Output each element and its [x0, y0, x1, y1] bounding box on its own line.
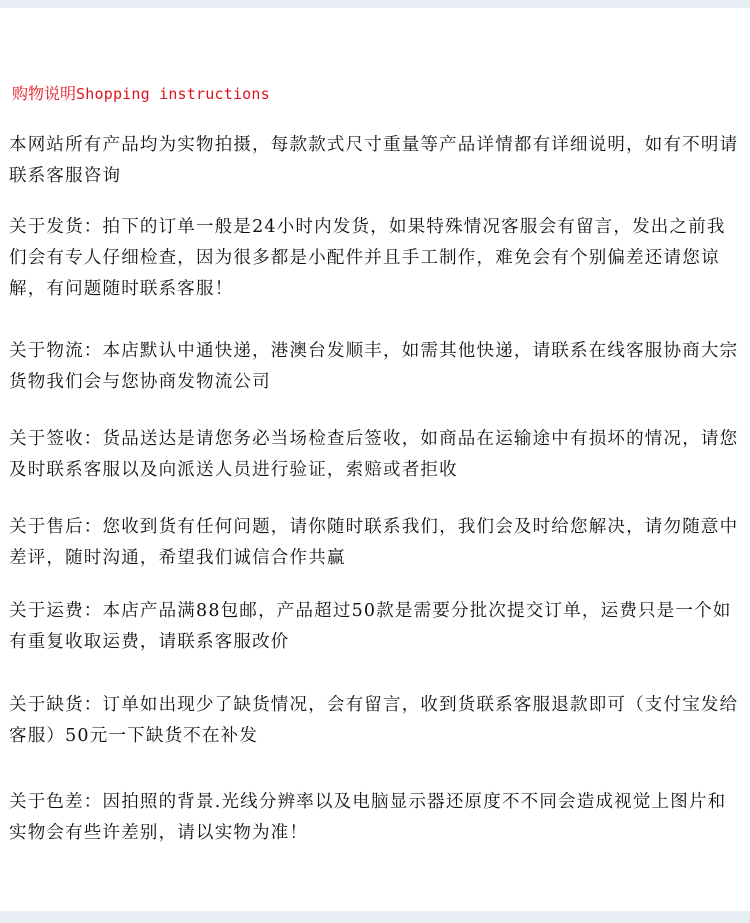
section-text: 货品送达是请您务必当场检查后签收，如商品在运输途中有损坏的情况，请您及时联系客服以及向派送人员进行验证，索赔或者拒收: [9, 429, 739, 480]
section-label: 关于发货：: [9, 217, 103, 237]
section-shipping-fee: [9, 596, 739, 658]
bottom-border: [0, 911, 750, 923]
section-text: 您收到货有任何问题，请你随时联系我们，我们会及时给您解决，请勿随意中差评，随时沟通，希望我们诚信合作共赢: [9, 517, 739, 568]
section-label: 关于物流：: [9, 341, 103, 361]
top-border: [0, 0, 750, 8]
page-title-en: Shopping instructions: [76, 85, 270, 103]
section-after-sales: [9, 512, 739, 574]
section-label: 关于缺货：: [9, 695, 103, 715]
section-text: 本店默认中通快递，港澳台发顺丰，如需其他快递，请联系在线客服协商大宗货物我们会与您协商发物流公司: [9, 341, 739, 392]
section-label: 关于签收：: [9, 429, 103, 449]
section-label: 关于运费：: [9, 601, 103, 621]
section-logistics: [9, 336, 739, 398]
section-receipt: [9, 424, 739, 486]
section-color-difference: [9, 787, 739, 849]
section-text: 因拍照的背景.光线分辨率以及电脑显示器还原度不不同会造成视觉上图片和实物会有些许差别，请以实物为准！: [9, 792, 727, 843]
page-title-zh: 购物说明: [12, 84, 77, 103]
intro-paragraph: [9, 130, 739, 192]
section-text: 拍下的订单一般是24小时内发货，如果特殊情况客服会有留言，发出之前我们会有专人仔细检查，因为很多都是小配件并且手工制作，难免会有个别偏差还请您谅解，有问题随时联系客服！: [9, 217, 726, 299]
section-shipping: [9, 212, 739, 305]
section-label: 关于售后：: [9, 517, 103, 537]
intro-text: 本网站所有产品均为实物拍摄，每款款式尺寸重量等产品详情都有详细说明，如有不明请联系客服咨询: [9, 135, 739, 186]
section-out-of-stock: [9, 690, 739, 752]
section-text: 订单如出现少了缺货情况，会有留言，收到货联系客服退款即可（支付宝发给客服）50元一下缺货不在补发: [9, 695, 739, 746]
page-title: [12, 84, 270, 104]
section-label: 关于色差：: [9, 792, 103, 812]
section-text: 本店产品满88包邮，产品超过50款是需要分批次提交订单，运费只是一个如有重复收取运费，请联系客服改价: [9, 601, 732, 652]
